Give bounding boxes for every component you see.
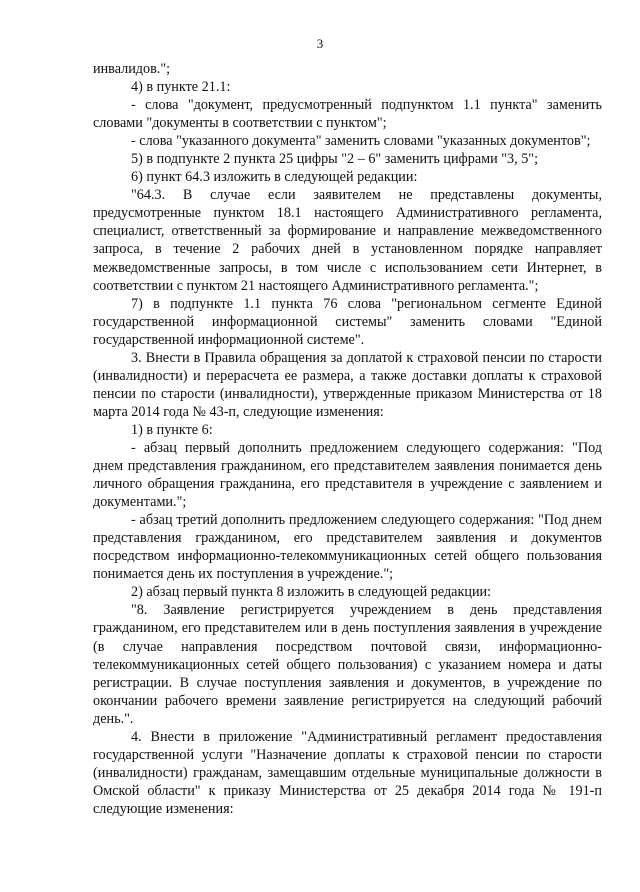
paragraph: 1) в пункте 6: bbox=[131, 421, 213, 438]
paragraph: инвалидов."; bbox=[93, 61, 171, 77]
paragraph: - абзац третий дополнить предложением следующего содержания: "Под днем представления гражданином, его представителем заявления и документов посредством информационно-телекоммуникационных сетей общего пользования понимается день их поступления в учреждение."; bbox=[93, 512, 602, 583]
paragraph: - слова "документ, предусмотренный подпунктом 1.1 пункта" заменить словами "документы в соответствии с пунктом"; bbox=[93, 97, 602, 132]
paragraph: 4. Внести в приложение "Административный регламент предоставления государственной услуги "Назначение доплаты к страховой пенсии по старости (инвалидности) гражданам, замещавшим отдельные муниципальные должности в Омской области" к приказу Министерства от 25 декабря 2014 года № 191-п следующие изменения: bbox=[93, 728, 602, 817]
paragraph: - слова "указанного документа" заменить словами "указанных документов"; bbox=[131, 133, 591, 150]
document-body bbox=[93, 60, 602, 818]
paragraph: 7) в подпункте 1.1 пункта 76 слова "региональном сегменте Единой государственной информационной системы" заменить словами "Единой государственной информационной системе". bbox=[93, 295, 602, 348]
paragraph: 4) в пункте 21.1: bbox=[131, 79, 231, 96]
paragraph: 5) в подпункте 2 пункта 25 цифры "2 – 6" заменить цифрами "3, 5"; bbox=[131, 151, 539, 168]
paragraph: "8. Заявление регистрируется учреждением в день представления гражданином, его представителем или в день поступления заявления в учреждение (в случае направления посредством почтовой связи, информационно-телекоммуникационных сетей общего пользования) с указанием номера и даты регистрации. В случае поступления заявления и документов, в учреждение по окончании рабочего времени заявление регистрируется на следующий рабочий день.". bbox=[93, 602, 602, 727]
paragraph: "64.3. В случае если заявителем не представлены документы, предусмотренные пунктом 18.1 настоящего Административного регламента, специалист, ответственный за формирование и направление межведомственного запроса, в течение 2 рабочих дней в установленном порядке направляет межведомственные запросы, в том числе с использованием сети Интернет, в соответствии с пунктом 21 настоящего Административного регламента."; bbox=[93, 187, 602, 294]
paragraph: 2) абзац первый пункта 8 изложить в следующей редакции: bbox=[131, 584, 492, 601]
page-number: 3 bbox=[316, 36, 324, 51]
paragraph: - абзац первый дополнить предложением следующего содержания: "Под днем представления гражданином, его представителем заявления понимается день личного обращения гражданина, его представителя в учреждение с заявлением и документами."; bbox=[93, 439, 602, 511]
paragraph: 6) пункт 64.3 изложить в следующей редакции: bbox=[131, 169, 418, 186]
paragraph: 3. Внести в Правила обращения за доплатой к страховой пенсии по старости (инвалидности) и перерасчета ее размера, а также доставки доплаты к страховой пенсии по старости (инвалидности), утвержденные приказом Министерства от 18 марта 2014 года № 43-п, следующие изменения: bbox=[93, 349, 602, 420]
